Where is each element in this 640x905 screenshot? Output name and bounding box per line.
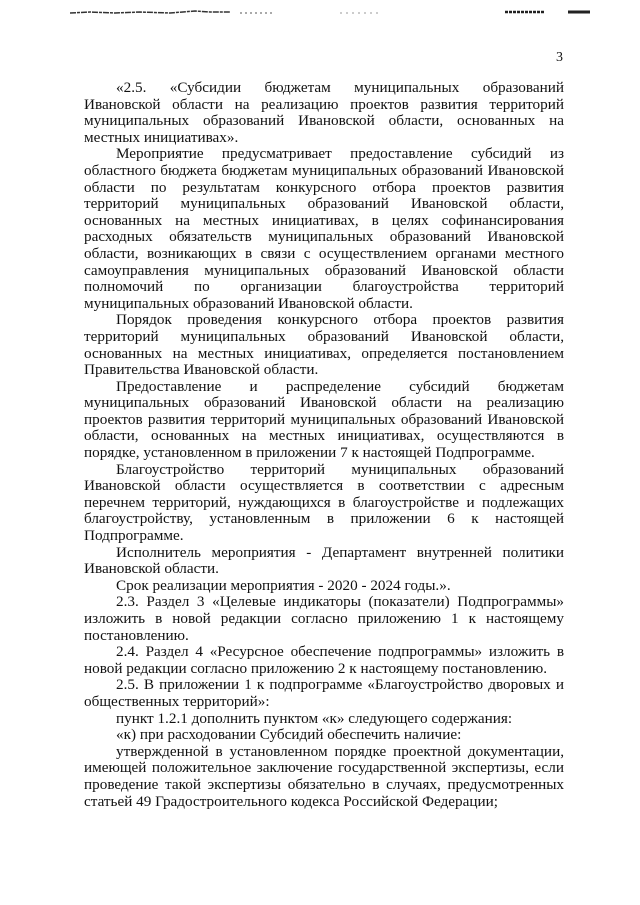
page-number: 3 [556, 50, 563, 65]
scan-artifact-top [70, 8, 590, 16]
paragraph-point-k: «к) при расходовании Субсидий обеспечить наличие: [116, 726, 462, 744]
paragraph-2-3: 2.3. Раздел 3 «Целевые индикаторы (показатели) Подпрограммы» изложить в новой редакции согласно приложению 1 к настоящему постановлению. [84, 593, 564, 644]
paragraph-2-5: 2.5. В приложении 1 к подпрограмме «Благоустройство дворовых и общественных территорий»: [84, 676, 564, 710]
paragraph-subsidy-distribution: Предоставление и распределение субсидий бюджетам муниципальных образований Ивановской области на реализацию проектов развития территорий муниципальных образований Ивановской области, основанных на местных инициативах, осуществляются в порядке, установленном в приложении 7 к настоящей Подпрограмме. [84, 377, 564, 462]
paragraph-project-documentation: утвержденной в установленном порядке проектной документации, имеющей положительное заключение государственной экспертизы, если проведение такой экспертизы обязательно в случаях, предусмотренных статьей 49 Градостроительного кодекса Российской Федерации; [84, 742, 564, 810]
paragraph-measure-description: Мероприятие предусматривает предоставление субсидий из областного бюджета бюджетам муниципальных образований Ивановской области по результатам конкурсного отбора проектов развития территорий муниципальных образований Ивановской области, основанных на местных инициативах, в целях софинансирования расходных обязательств муниципальных образований Ивановской области, возникающих в связи с осуществлением органами местного самоуправления муниципальных образований Ивановской области полномочий по организации благоустройства территорий муниципальных образований Ивановской области. [84, 145, 564, 312]
paragraph-2-5-title: «2.5. «Субсидии бюджетам муниципальных образований Ивановской области на реализацию проектов развития территорий муниципальных образований Ивановской области, основанных на местных инициативах». [84, 79, 564, 146]
document-body [84, 80, 564, 810]
paragraph-term: Срок реализации мероприятия - 2020 - 2024 годы.». [116, 576, 451, 594]
paragraph-landscaping: Благоустройство территорий муниципальных образований Ивановской области осуществляется в соответствии с адресным перечнем территорий, нуждающихся в благоустройстве и подлежащих благоустройству, установленным в приложении 6 к настоящей Подпрограмме. [84, 460, 564, 545]
paragraph-2-4: 2.4. Раздел 4 «Ресурсное обеспечение подпрограммы» изложить в новой редакции согласно приложению 2 к настоящему постановлению. [84, 643, 564, 677]
paragraph-executor: Исполнитель мероприятия - Департамент внутренней политики Ивановской области. [84, 543, 564, 578]
paragraph-selection-procedure: Порядок проведения конкурсного отбора проектов развития территорий муниципальных образований Ивановской области, основанных на местных инициативах, определяется постановлением Правительства Ивановской области. [84, 311, 564, 379]
paragraph-point-1-2-1: пункт 1.2.1 дополнить пунктом «к» следующего содержания: [116, 709, 513, 727]
